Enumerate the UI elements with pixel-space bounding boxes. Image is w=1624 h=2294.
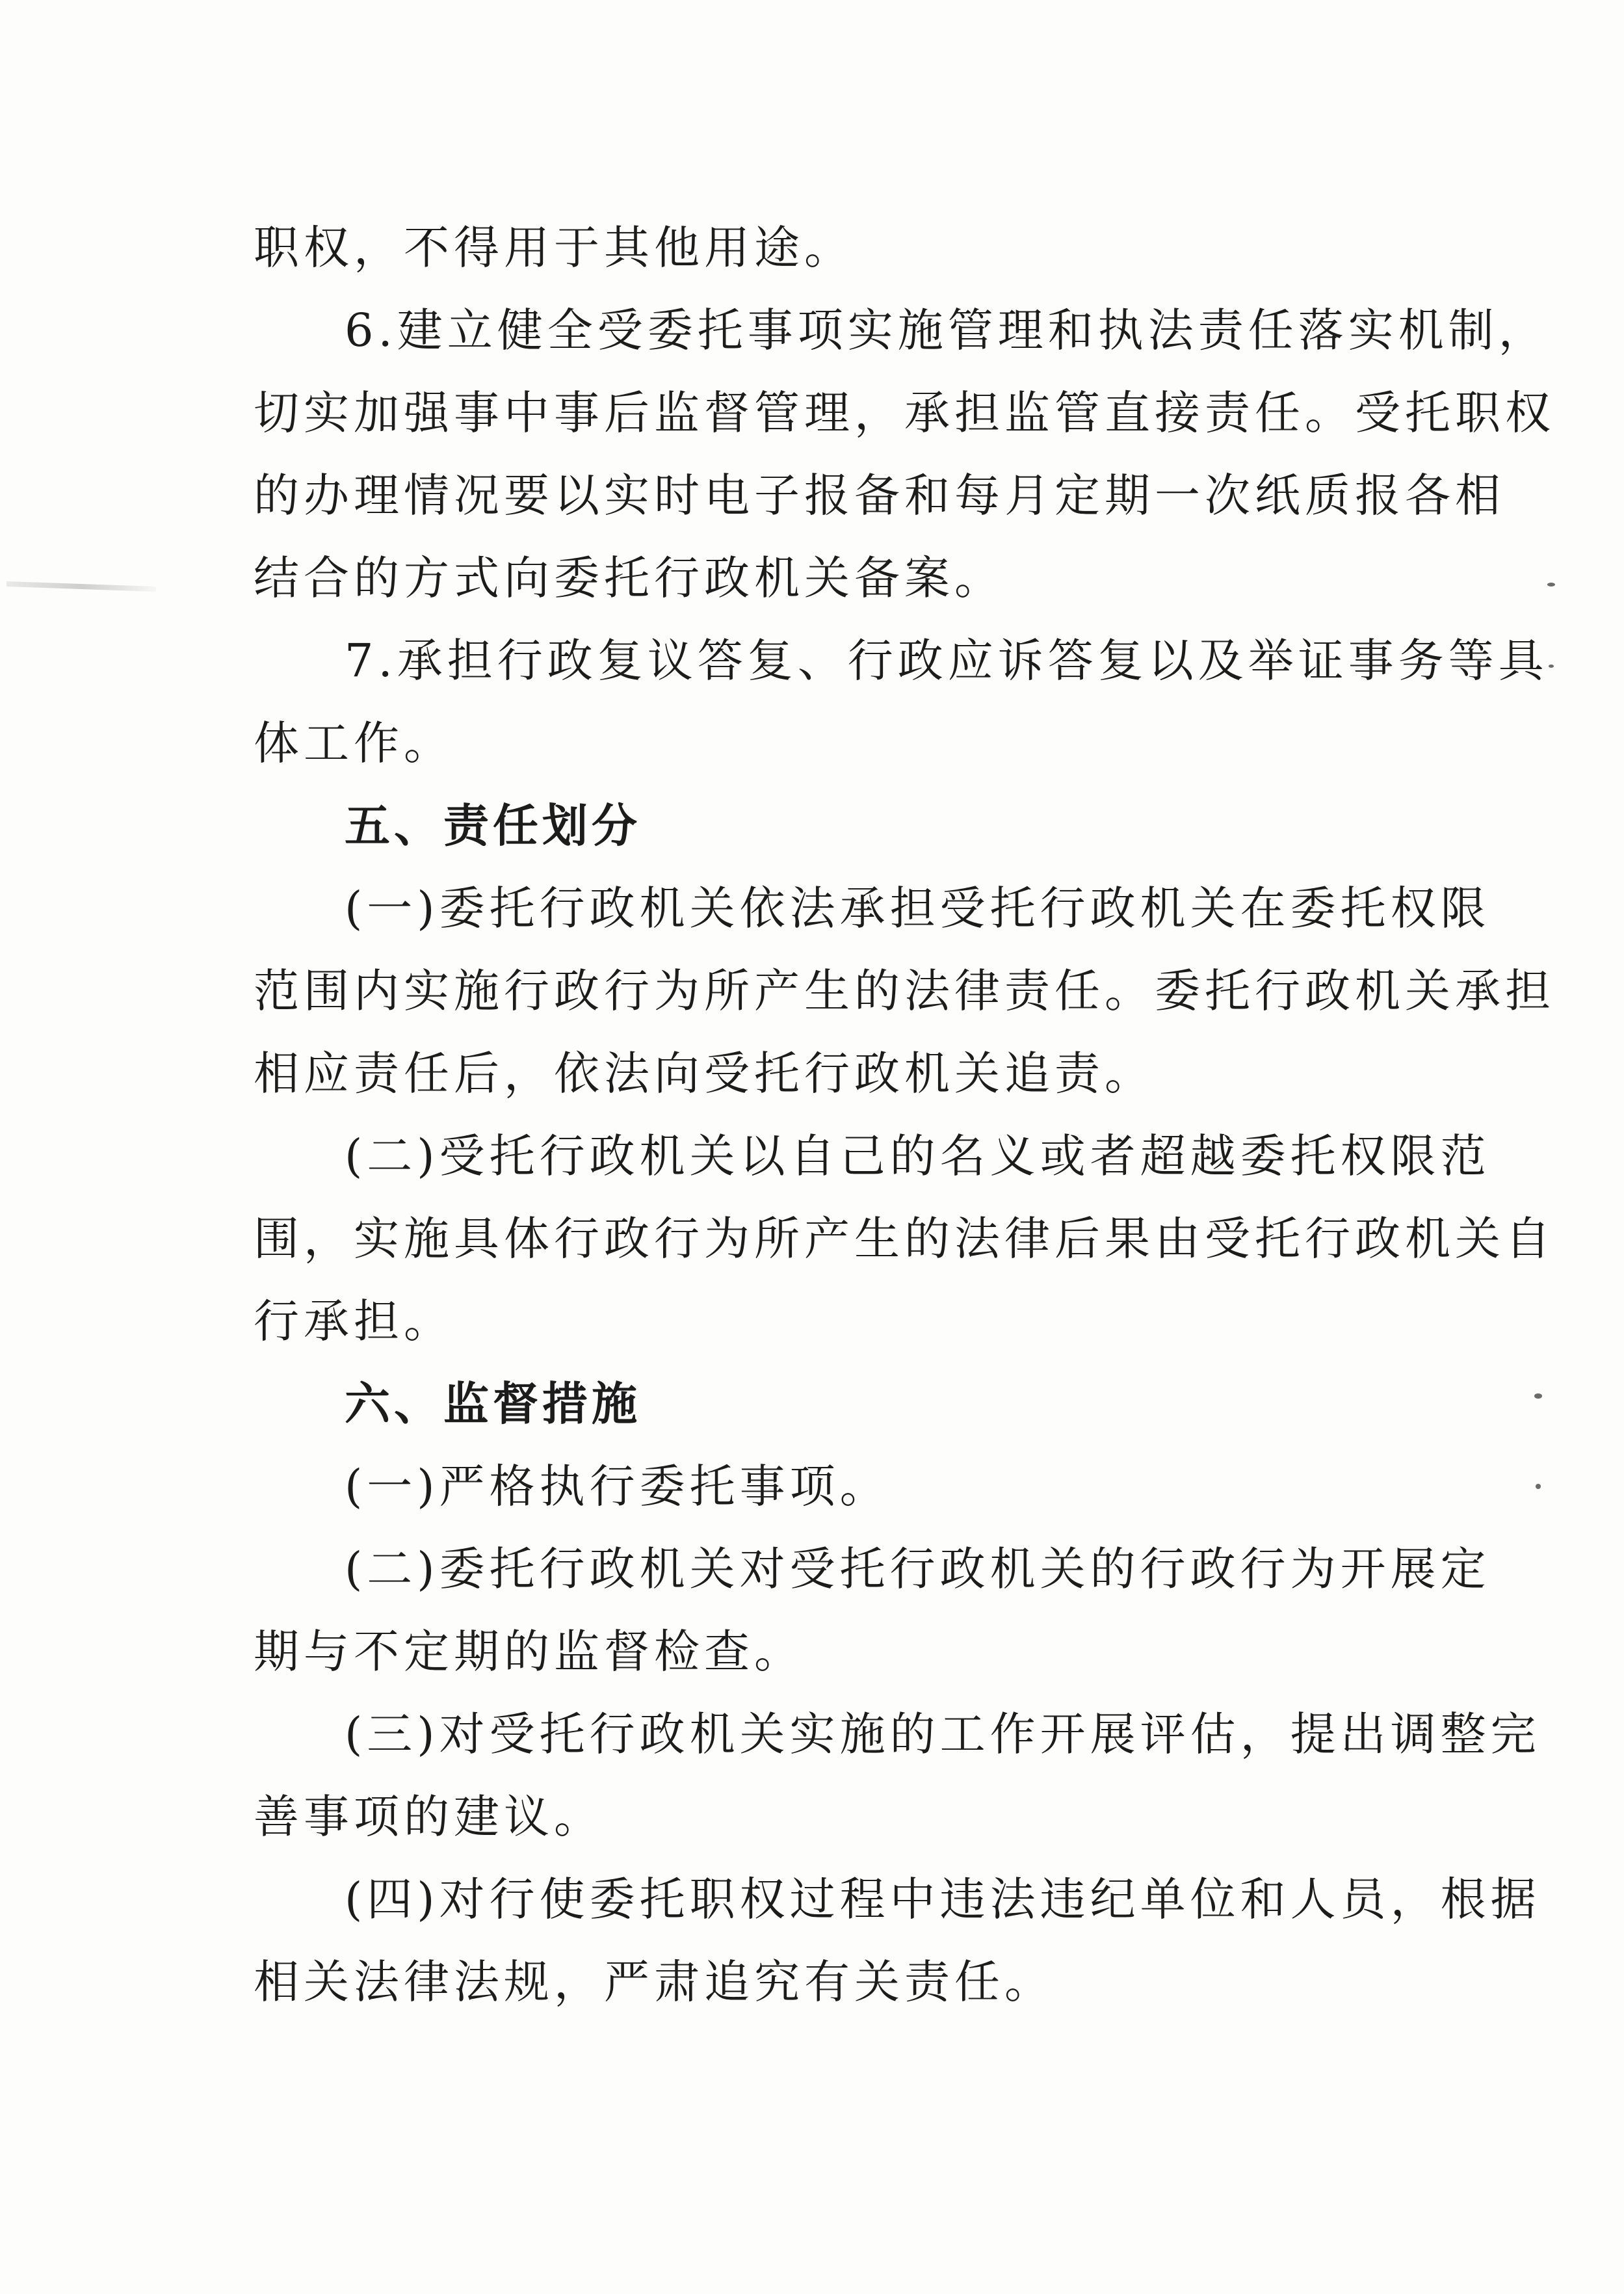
paragraph-line: 体工作。 xyxy=(254,717,454,770)
scan-speck xyxy=(1534,1393,1542,1399)
paragraph-line: (二)受托行政机关以自己的名义或者超越委托权限范 xyxy=(345,1129,1491,1183)
section-heading: 五、责任划分 xyxy=(345,799,641,852)
paragraph-line: 的办理情况要以实时电子报备和每月定期一次纸质报各相 xyxy=(254,469,1505,522)
paragraph-line: 围，实施具体行政行为所产生的法律后果由受托行政机关自 xyxy=(254,1212,1555,1265)
paragraph-line: (一)委托行政机关依法承担受托行政机关在委托权限 xyxy=(345,882,1491,935)
paragraph-line: 职权，不得用于其他用途。 xyxy=(254,221,854,274)
paragraph-line: (一)严格执行委托事项。 xyxy=(345,1460,890,1513)
paragraph-line: 相关法律法规，严肃追究有关责任。 xyxy=(254,1955,1054,2009)
scan-speck xyxy=(1549,665,1554,668)
paragraph-line: 善事项的建议。 xyxy=(254,1790,604,1843)
paragraph-line: 切实加强事中事后监督管理，承担监管直接责任。受托职权 xyxy=(254,386,1555,440)
paragraph-line: (二)委托行政机关对受托行政机关的行政行为开展定 xyxy=(345,1542,1491,1596)
section-heading: 六、监督措施 xyxy=(345,1377,641,1430)
paragraph-line: 相应责任后，依法向受托行政机关追责。 xyxy=(254,1047,1155,1100)
scan-artifact xyxy=(7,581,156,592)
scan-speck xyxy=(1536,1484,1541,1489)
scan-speck xyxy=(1547,583,1555,587)
paragraph-line: 6.建立健全受委托事项实施管理和执法责任落实机制， xyxy=(345,304,1549,357)
paragraph-line: (四)对行使委托职权过程中违法违纪单位和人员，根据 xyxy=(345,1873,1541,1926)
paragraph-line: 7.承担行政复议答复、行政应诉答复以及举证事务等具 xyxy=(345,634,1549,687)
paragraph-line: (三)对受托行政机关实施的工作开展评估，提出调整完 xyxy=(345,1707,1541,1761)
paragraph-line: 行承担。 xyxy=(254,1295,454,1348)
paragraph-line: 结合的方式向委托行政机关备案。 xyxy=(254,551,1004,605)
paragraph-line: 范围内实施行政行为所产生的法律责任。委托行政机关承担 xyxy=(254,964,1555,1018)
paragraph-line: 期与不定期的监督检查。 xyxy=(254,1625,804,1678)
document-body xyxy=(254,207,1555,2024)
